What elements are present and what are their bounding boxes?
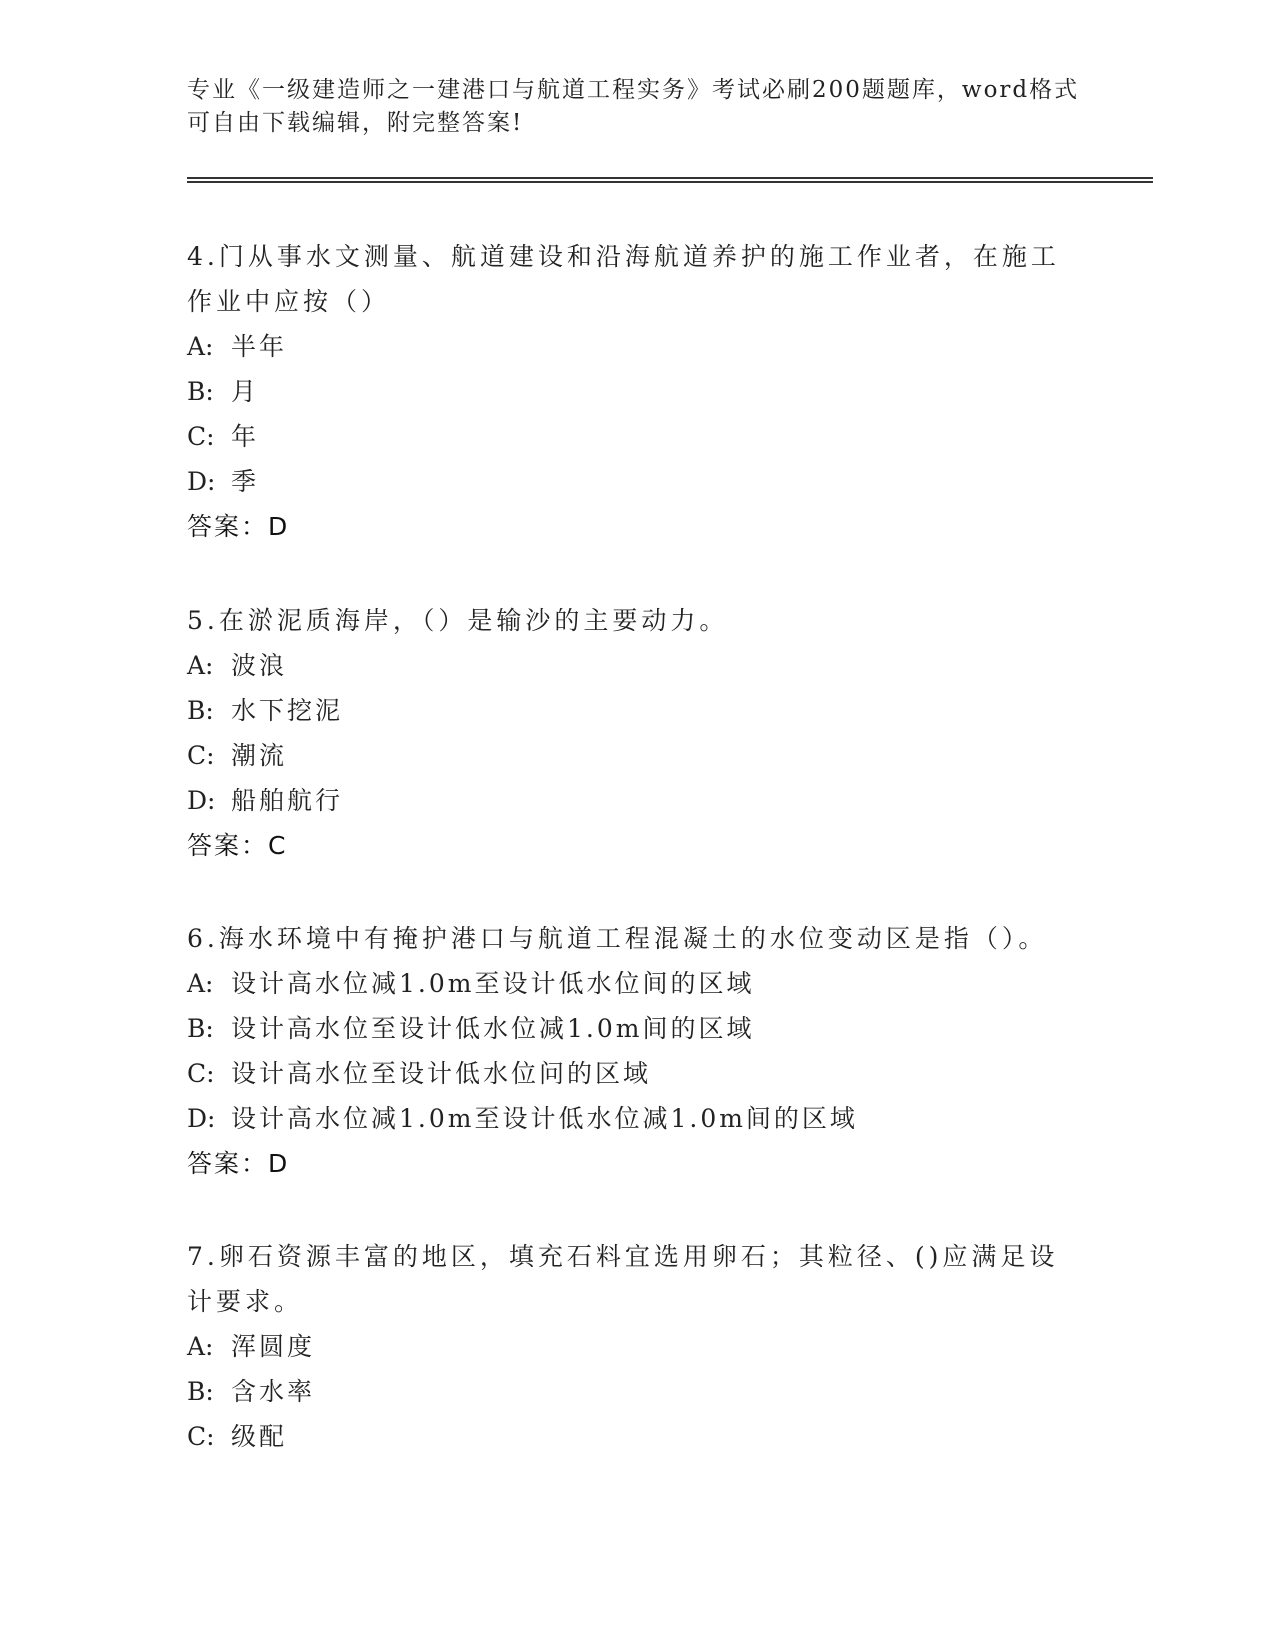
option-letter: A: — [187, 1332, 214, 1361]
option-letter: C: — [187, 422, 215, 451]
option-a — [187, 1324, 1067, 1369]
option-text: 月 — [231, 377, 260, 406]
question-block — [187, 598, 1067, 869]
option-b — [187, 1369, 1067, 1414]
option-letter: B: — [187, 377, 214, 406]
option-c — [187, 1051, 1067, 1096]
option-d — [187, 778, 1067, 823]
question-block — [187, 234, 1067, 550]
header-divider — [187, 177, 1153, 183]
option-c — [187, 733, 1067, 778]
option-letter: C: — [187, 1422, 215, 1451]
option-text: 水下挖泥 — [231, 696, 344, 725]
option-text: 潮流 — [231, 741, 288, 770]
question-stem: 6.海水环境中有掩护港口与航道工程混凝土的水位变动区是指（）。 — [187, 924, 1048, 953]
option-a — [187, 961, 1067, 1006]
option-text: 船舶航行 — [231, 786, 344, 815]
question-block — [187, 1234, 1067, 1459]
option-d — [187, 459, 1067, 504]
question-stem: 7.卵石资源丰富的地区，填充石料宜选用卵石；其粒径、()应满足设计要求。 — [187, 1242, 1059, 1316]
option-text: 波浪 — [231, 651, 288, 680]
option-text: 级配 — [231, 1422, 288, 1451]
answer-line: 答案：C — [187, 831, 288, 860]
option-text: 设计高水位至设计低水位减1.0m间的区域 — [231, 1014, 755, 1043]
question-stem: 4.门从事水文测量、航道建设和沿海航道养护的施工作业者，在施工作业中应按（） — [187, 242, 1060, 316]
option-letter: B: — [187, 1014, 214, 1043]
option-b — [187, 369, 1067, 414]
answer-line: 答案：D — [187, 512, 290, 541]
header-line-1: 专业《一级建造师之一建港口与航道工程实务》考试必刷200题题库，word格式 — [187, 77, 1080, 103]
option-letter: D: — [187, 786, 216, 815]
document-header — [187, 74, 1087, 140]
answer-line: 答案：D — [187, 1149, 290, 1178]
option-letter: A: — [187, 651, 214, 680]
option-letter: A: — [187, 332, 214, 361]
option-text: 季 — [231, 467, 260, 496]
option-letter: C: — [187, 1059, 215, 1088]
option-text: 含水率 — [231, 1377, 316, 1406]
option-text: 设计高水位减1.0m至设计低水位减1.0m间的区域 — [231, 1104, 858, 1133]
option-letter: C: — [187, 741, 215, 770]
option-letter: D: — [187, 467, 216, 496]
option-text: 年 — [231, 422, 260, 451]
option-letter: A: — [187, 969, 214, 998]
option-b — [187, 688, 1067, 733]
option-b — [187, 1006, 1067, 1051]
option-c — [187, 1414, 1067, 1459]
option-letter: B: — [187, 1377, 214, 1406]
option-letter: D: — [187, 1104, 216, 1133]
option-a — [187, 324, 1067, 369]
question-stem: 5.在淤泥质海岸，（）是输沙的主要动力。 — [187, 606, 729, 635]
option-letter: B: — [187, 696, 214, 725]
question-block — [187, 916, 1067, 1187]
option-a — [187, 643, 1067, 688]
option-text: 半年 — [231, 332, 288, 361]
option-text: 设计高水位减1.0m至设计低水位间的区域 — [231, 969, 755, 998]
option-text: 浑圆度 — [231, 1332, 316, 1361]
option-text: 设计高水位至设计低水位问的区域 — [231, 1059, 652, 1088]
option-c — [187, 414, 1067, 459]
option-d — [187, 1096, 1067, 1141]
header-line-2: 可自由下载编辑，附完整答案! — [187, 110, 524, 136]
